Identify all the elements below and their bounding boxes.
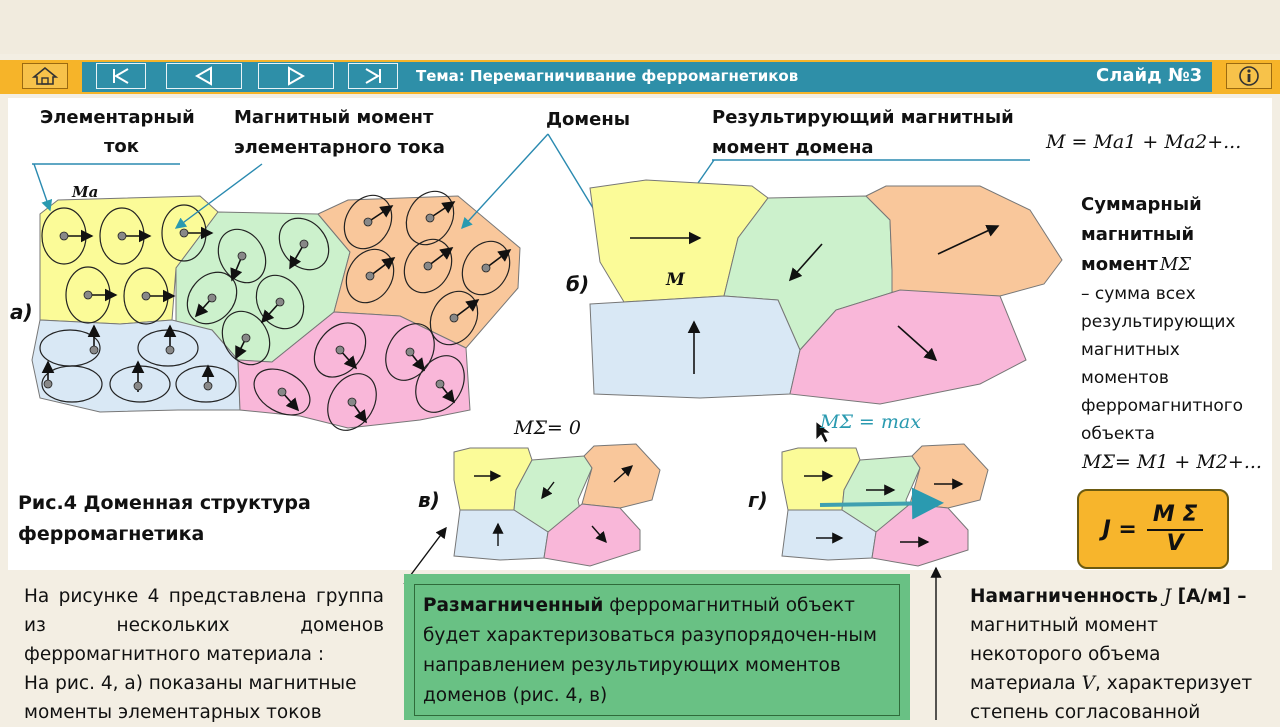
label-fig-b: б) — [566, 272, 590, 296]
topic-title: Тема: Перемагничивание ферромагнетиков — [416, 67, 799, 85]
description-left — [24, 582, 384, 727]
label-fig-a: а) — [10, 300, 33, 324]
description-paragraph-2: На рис. 4, а) показаны магнитные моменты элементарных токов — [24, 673, 357, 723]
demagnetized-term: Размагниченный — [423, 595, 604, 616]
sum-label-2: магнитный — [1081, 224, 1195, 245]
sum-symbol: MΣ — [1159, 254, 1192, 275]
sum-desc: – сумма всех результирующих магнитных моментов ферромагнитного объекта — [1081, 284, 1244, 444]
sum-formula: MΣ= M1 + M2+... — [1082, 451, 1262, 473]
label-magnetic-moment: Магнитный момент — [234, 107, 434, 128]
demagnetized-text: ферромагнитный объект будет характеризоваться разупорядочен-ным направлением результирующих моментов доменов (рис. 4, в) — [423, 595, 877, 706]
magnetization-symbol: J — [1163, 586, 1172, 607]
magnetization-unit: [А/м] – — [1171, 586, 1247, 607]
magnetization-text-1: магнитный момент некоторого объема материала — [970, 615, 1161, 694]
label-elementary-current: Элементарный — [40, 107, 195, 128]
label-elementary-current-2: ток — [104, 136, 140, 157]
msum-zero-label: MΣ= 0 — [514, 417, 581, 439]
magnetization-term: Намагниченность — [970, 586, 1158, 607]
formula-denominator: V — [1166, 531, 1184, 556]
sum-label-1: Суммарный — [1081, 194, 1202, 215]
figure-caption: Рис.4 Доменная структура — [18, 492, 311, 514]
msum-max-label: MΣ = max — [820, 411, 921, 433]
demagnetized-note — [414, 584, 900, 716]
domain-blue-b — [590, 296, 800, 398]
formula-fraction — [1147, 502, 1204, 556]
magnetization-formula-box — [1077, 489, 1229, 569]
label-magnetic-moment-2: элементарного тока — [234, 137, 445, 158]
figure-caption-2: ферромагнетика — [18, 523, 205, 545]
formula-j: J = — [1102, 516, 1137, 542]
formula-domain-moment: M = Ma1 + Ma2+... — [1046, 131, 1242, 153]
label-resulting-moment-2: момент домена — [712, 137, 874, 158]
label-fig-g: г) — [748, 488, 768, 512]
domain-orange-g — [910, 444, 988, 508]
label-domains: Домены — [546, 109, 631, 130]
sum-label-3: момент MΣ — [1081, 254, 1192, 275]
formula-numerator: M Σ — [1147, 502, 1204, 531]
magnetization-definition — [970, 582, 1270, 727]
total-moment-arrow — [820, 503, 940, 505]
slide-number: Слайд №3 — [1096, 65, 1203, 86]
label-resulting-moment: Результирующий магнитный — [712, 107, 1014, 128]
magnetization-text-2: , характеризует степень согласованной — [970, 673, 1253, 723]
vector-m-label: M — [666, 270, 685, 290]
volume-symbol: V — [1081, 673, 1095, 694]
label-fig-v: в) — [418, 488, 440, 512]
vector-ma-label: Ma — [72, 183, 99, 201]
description-paragraph-1: На рисунке 4 представлена группа из нескольких доменов ферромагнитного материала : — [24, 586, 384, 665]
